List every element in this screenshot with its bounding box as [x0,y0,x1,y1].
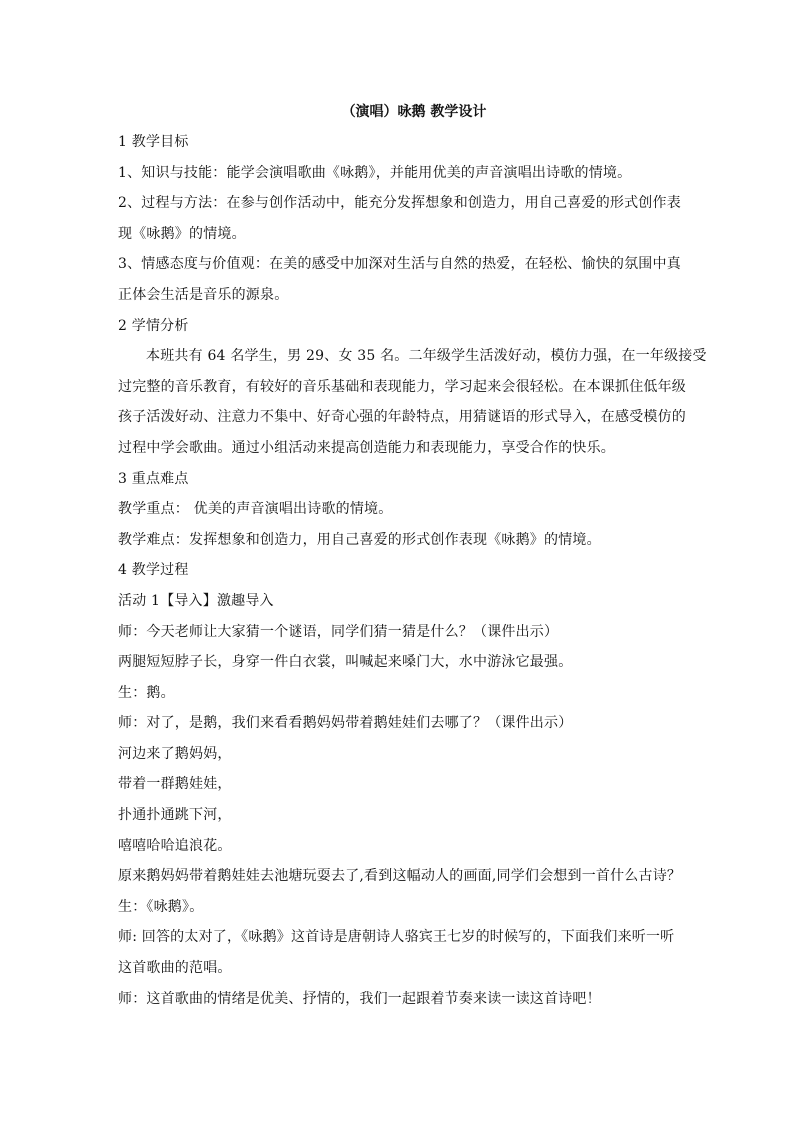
poem-line: 带着一群鹅娃娃， [118,776,232,793]
poem-line: 嘻嘻哈哈追浪花。 [118,837,232,854]
section-heading-key-points: 3 重点难点 [118,470,189,487]
objective-emotion-line-1: 3、情感态度与价值观：在美的感受中加深对生活与自然的热爱，在轻松、愉快的氛围中真 [118,256,681,273]
activity-heading: 活动 1【导入】激趣导入 [118,592,274,609]
dialogue-line: 生：《咏鹅》。 [118,898,204,915]
objective-process-line-1: 2、过程与方法：在参与创作活动中，能充分发挥想象和创造力，用自己喜爱的形式创作表 [118,195,681,212]
analysis-line-1: 本班共有 64 名学生，男 29、女 35 名。二年级学生活泼好动，模仿力强，在一年级接受 [146,348,707,365]
poem-line: 河边来了鹅妈妈， [118,745,232,762]
section-heading-analysis: 2 学情分析 [118,317,189,334]
dialogue-line: 师：这首歌曲的情绪是优美、抒情的，我们一起跟着节奏来读一读这首诗吧！ [118,990,601,1007]
dialogue-line: 原来鹅妈妈带着鹅娃娃去池塘玩耍去了,看到这幅动人的画面,同学们会想到一首什么古诗？ [118,868,682,885]
riddle-text: 两腿短短脖子长，身穿一件白衣裳，叫喊起来嗓门大，水中游泳它最强。 [118,654,573,671]
poem-line: 扑通扑通跳下河， [118,807,232,824]
dialogue-line: 师：对了，是鹅，我们来看看鹅妈妈带着鹅娃娃们去哪了？（课件出示） [118,715,573,732]
key-point: 教学重点： 优美的声音演唱出诗歌的情境。 [118,501,393,518]
section-heading-process: 4 教学过程 [118,562,189,579]
analysis-line-2: 过完整的音乐教育，有较好的音乐基础和表现能力，学习起来会很轻松。在本课抓住低年级 [118,378,686,395]
document-title: （演唱）咏鹅 教学设计 [341,104,487,120]
dialogue-line: 这首歌曲的范唱。 [118,960,232,977]
dialogue-line: 师: 回答的太对了，《咏鹅》这首诗是唐朝诗人骆宾王七岁的时候写的，下面我们来听一听 [118,929,675,946]
dialogue-line: 生：鹅。 [118,684,175,701]
objective-knowledge: 1、知识与技能：能学会演唱歌曲《咏鹅》，并能用优美的声音演唱出诗歌的情境。 [118,164,632,181]
analysis-line-3: 孩子活泼好动、注意力不集中、好奇心强的年龄特点，用猜谜语的形式导入，在感受模仿的 [118,409,686,426]
dialogue-line: 师：今天老师让大家猜一个谜语，同学们猜一猜是什么？（课件出示） [118,623,559,640]
section-heading-objectives: 1 教学目标 [118,134,189,150]
objective-emotion-line-2: 正体会生活是音乐的源泉。 [118,286,289,303]
analysis-line-4: 过程中学会歌曲。通过小组活动来提高创造能力和表现能力，享受合作的快乐。 [118,439,615,456]
difficult-point: 教学难点：发挥想象和创造力，用自己喜爱的形式创作表现《咏鹅》的情境。 [118,531,601,548]
objective-process-line-2: 现《咏鹅》的情境。 [118,225,246,242]
document-body [118,100,707,1017]
